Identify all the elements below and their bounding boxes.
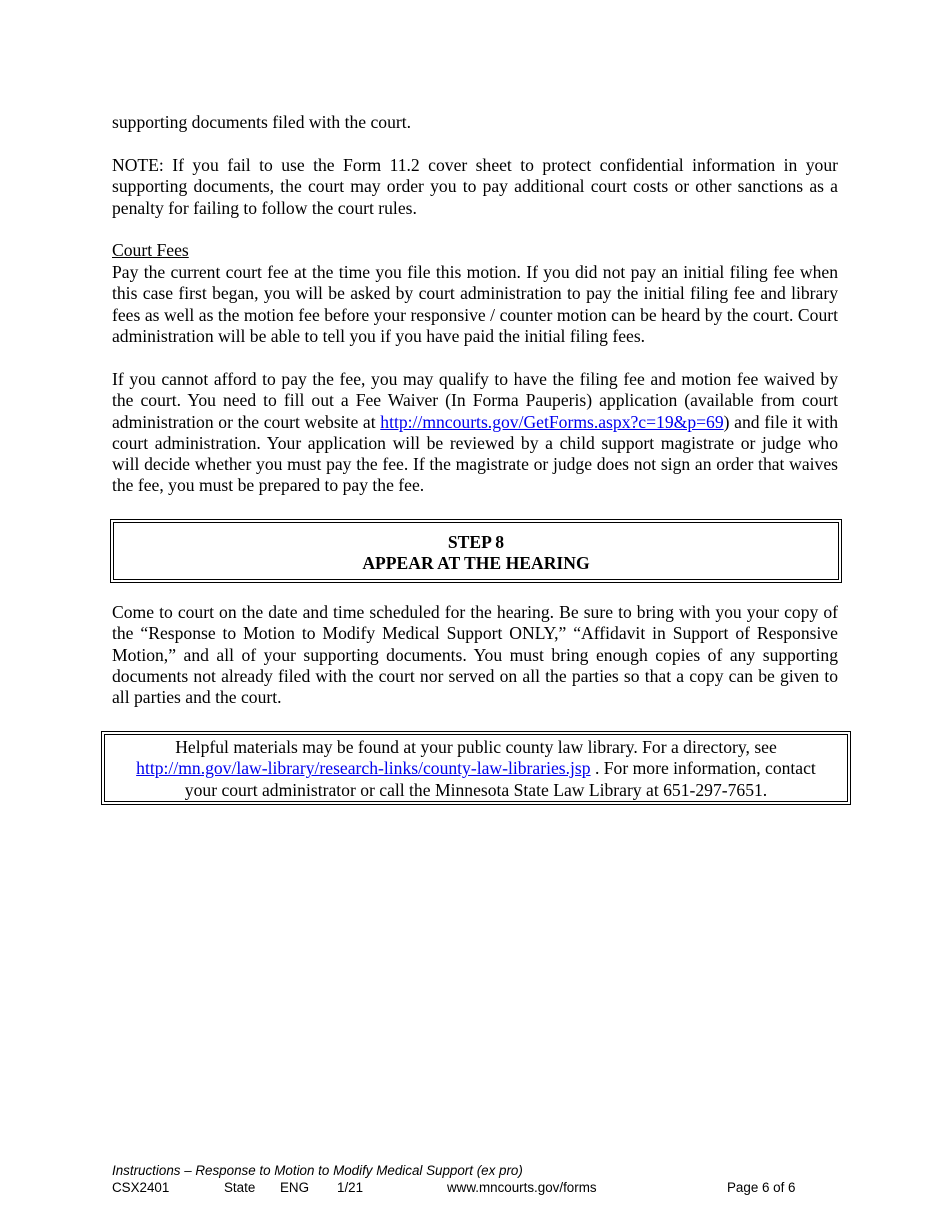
step-title: APPEAR AT THE HEARING	[362, 553, 590, 574]
footer-website: www.mncourts.gov/forms	[447, 1180, 597, 1195]
help-line-2	[105, 758, 847, 779]
footer-revision: 1/21	[337, 1180, 364, 1195]
help-after-link: . For more information, contact	[590, 758, 816, 779]
footer-scope: State	[224, 1180, 256, 1195]
court-fees-paragraph: Pay the current court fee at the time you file this motion. If you did not pay an initial filing fee when this case first began, you will be asked by court administration to pay the initial filing fee and library fees as well as the motion fee before your responsive / counter motion can be heard by the court. Court administration will be able to tell you if you have paid the initial filing fees.	[112, 262, 838, 346]
help-line-1: Helpful materials may be found at your public county law library. For a directory, see	[175, 737, 777, 757]
fee-waiver-text-before: If you cannot afford to pay the fee, you may qualify to have the filing fee and motion fee waived by the court. You need to fill out a Fee Waiver (In Forma Pauperis) application (available from court administration or the court website at	[112, 369, 838, 432]
step-8-box	[110, 519, 842, 583]
fee-waiver-paragraph	[112, 369, 838, 497]
help-line-3: your court administrator or call the Minnesota State Law Library at 651-297-7651.	[184, 779, 768, 800]
fee-waiver-link[interactable]: http://mncourts.gov/GetForms.aspx?c=19&p=69	[380, 411, 724, 432]
step-number: STEP 8	[447, 532, 505, 552]
paragraph-continued: supporting documents filed with the court.	[112, 112, 412, 132]
footer-form-number: CSX2401	[112, 1180, 170, 1195]
footer-page-number: Page 6 of 6	[727, 1180, 796, 1195]
law-library-link[interactable]: http://mn.gov/law-library/research-links/county-law-libraries.jsp	[136, 758, 591, 779]
footer-info-row	[112, 1180, 812, 1196]
fee-waiver-text-after: ) and file it with court administration. Your application will be reviewed by a child support magistrate or judge who will decide whether you must pay the fee. If the magistrate or judge does not sign an order that waives the fee, you must be prepared to pay the fee.	[112, 411, 838, 496]
court-fees-heading: Court Fees	[112, 240, 189, 260]
footer-language: ENG	[280, 1180, 310, 1195]
law-library-box	[101, 731, 851, 805]
footer-title: Instructions – Response to Motion to Modify Medical Support (ex pro)	[112, 1163, 523, 1178]
note-paragraph: NOTE: If you fail to use the Form 11.2 cover sheet to protect confidential information in your supporting documents, the court may order you to pay additional court costs or other sanctions as a penalty for failing to follow the court rules.	[112, 155, 838, 218]
hearing-paragraph: Come to court on the date and time scheduled for the hearing. Be sure to bring with you your copy of the “Response to Motion to Modify Medical Support ONLY,” “Affidavit in Support of Responsive Motion,” and all of your supporting documents. You must bring enough copies of any supporting documents not already filed with the court nor served on all the parties so that a copy can be given to all parties and the court.	[112, 602, 838, 708]
